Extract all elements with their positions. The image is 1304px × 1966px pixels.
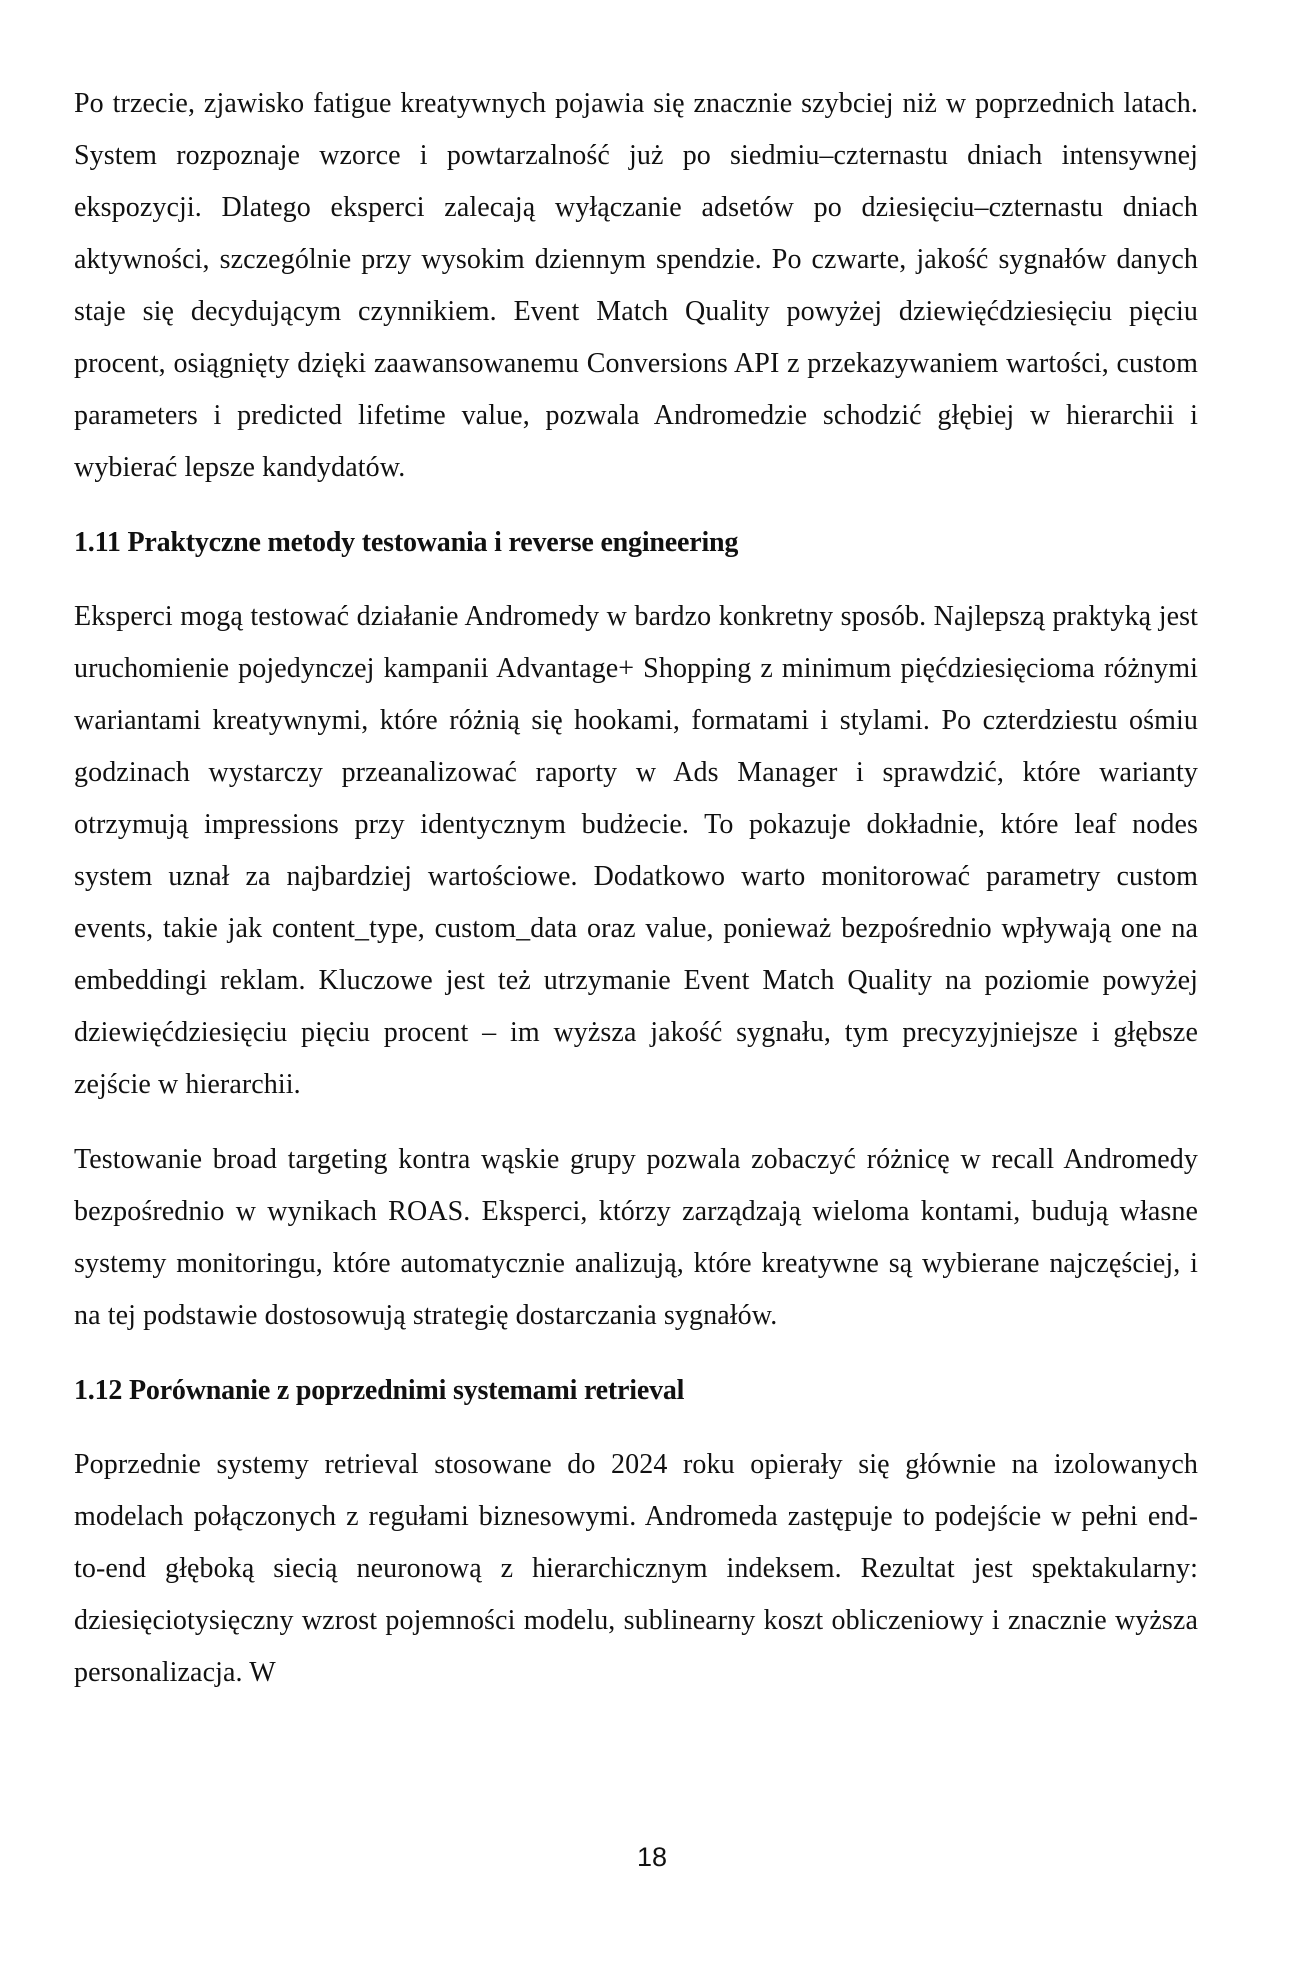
section-heading-1-12: 1.12 Porównanie z poprzednimi systemami retrieval (74, 1375, 685, 1406)
document-page (74, 78, 1198, 1722)
section-heading-1-11: 1.11 Praktyczne metody testowania i reverse engineering (74, 527, 739, 558)
paragraph-previous-systems: Poprzednie systemy retrieval stosowane do 2024 roku opierały się głównie na izolowanych modelach połączonych z regułami biznesowymi. Andromeda zastępuje to podejście w pełni end-to-end głęboką siecią neuronową z hierarchicznym indeksem. Rezultat jest spektakularny: dziesięciotysięczny wzrost pojemności modelu, sublinearny koszt obliczeniowy i znacznie wyższa personalizacja. W (74, 1449, 1198, 1688)
paragraph-testing-methods: Eksperci mogą testować działanie Andromedy w bardzo konkretny sposób. Najlepszą praktyką jest uruchomienie pojedynczej kampanii Advantage+ Shopping z minimum pięćdziesięcioma różnymi wariantami kreatywnymi, które różnią się hookami, formatami i stylami. Po czterdziestu ośmiu godzinach wystarczy przeanalizować raporty w Ads Manager i sprawdzić, które warianty otrzymują impressions przy identycznym budżecie. To pokazuje dokładnie, które leaf nodes system uznał za najbardziej wartościowe. Dodatkowo warto monitorować parametry custom events, takie jak content_type, custom_data oraz value, ponieważ bezpośrednio wpływają one na embeddingi reklam. Kluczowe jest też utrzymanie Event Match Quality na poziomie powyżej dziewięćdziesięciu pięciu procent – im wyższa jakość sygnału, tym precyzyjniejsze i głębsze zejście w hierarchii. (74, 601, 1198, 1100)
paragraph-broad-targeting: Testowanie broad targeting kontra wąskie grupy pozwala zobaczyć różnicę w recall Andromedy bezpośrednio w wynikach ROAS. Eksperci, którzy zarządzają wieloma kontami, budują własne systemy monitoringu, które automatycznie analizują, które kreatywne są wybierane najczęściej, i na tej podstawie dostosowują strategię dostarczania sygnałów. (74, 1144, 1198, 1331)
page-number: 18 (636, 1842, 668, 1872)
paragraph-fatigue-and-signal-quality: Po trzecie, zjawisko fatigue kreatywnych pojawia się znacznie szybciej niż w poprzednich latach. System rozpoznaje wzorce i powtarzalność już po siedmiu–czternastu dniach intensywnej ekspozycji. Dlatego eksperci zalecają wyłączanie adsetów po dziesięciu–czternastu dniach aktywności, szczególnie przy wysokim dziennym spendzie. Po czwarte, jakość sygnałów danych staje się decydującym czynnikiem. Event Match Quality powyżej dziewięćdziesięciu pięciu procent, osiągnięty dzięki zaawansowanemu Conversions API z przekazywaniem wartości, custom parameters i predicted lifetime value, pozwala Andromedzie schodzić głębiej w hierarchii i wybierać lepsze kandydatów. (74, 88, 1198, 483)
